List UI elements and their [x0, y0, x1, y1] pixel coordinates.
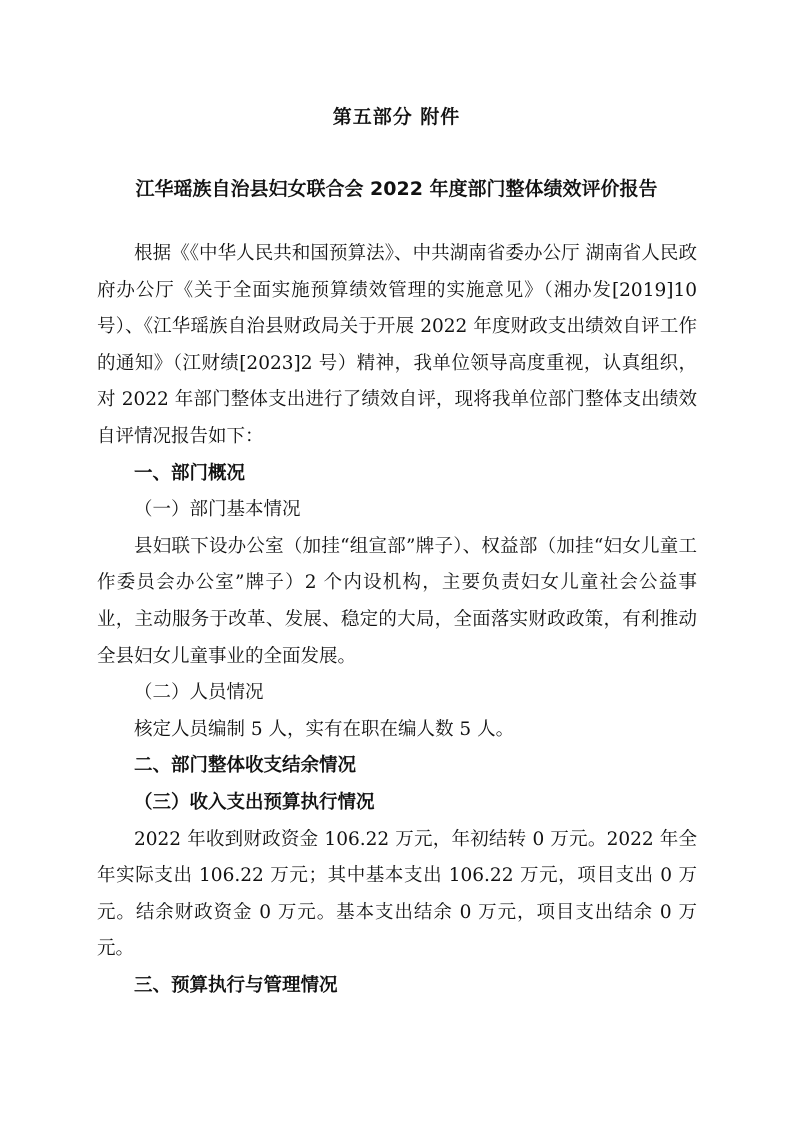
subsection-heading-1: （一）部门基本情况 — [134, 499, 301, 521]
document-body — [97, 236, 697, 1004]
subsection-paragraph-2: 核定人员编制 5 人，实有在职在编人数 5 人。 — [134, 718, 515, 740]
subsection-paragraph-1: 县妇联下设办公室（加挂“组宣部”牌子）、权益部（加挂“妇女儿童工作委员会办公室”牌子）2 个内设机构，主要负责妇女儿童社会公益事业，主动服务于改革、发展、稳定的大局，全面落实财政政策，有利推动全县妇女儿童事业的全面发展。 — [97, 535, 697, 667]
subsection-paragraph-3: 2022 年收到财政资金 106.22 万元，年初结转 0 万元。2022 年全年实际支出 106.22 万元；其中基本支出 106.22 万元，项目支出 0 万元。结余财政资金 0 万元。基本支出结余 0 万元，项目支出结余 0 万元。 — [97, 828, 697, 960]
section-heading-1: 一、部门概况 — [134, 462, 246, 484]
subsection-heading-3: （三）收入支出预算执行情况 — [134, 791, 375, 813]
report-title: 江华瑶族自治县妇女联合会 2022 年度部门整体绩效评价报告 — [135, 178, 658, 200]
subsection-heading-2: （二）人员情况 — [134, 682, 264, 704]
part-title: 第五部分 附件 — [332, 106, 461, 128]
intro-paragraph: 根据《《中华人民共和国预算法》、中共湖南省委办公厅 湖南省人民政府办公厅《关于全面实施预算绩效管理的实施意见》（湘办发[2019]10 号）、《江华瑶族自治县财政局关于开展 2022 年度财政支出绩效自评工作的通知》（江财绩[2023]2 号）精神，我单位领导高度重视，认真组织，对 2022 年部门整体支出进行了绩效自评，现将我单位部门整体支出绩效自评情况报告如下： — [97, 243, 697, 447]
section-heading-2: 二、部门整体收支结余情况 — [134, 755, 357, 777]
section-heading-3: 三、预算执行与管理情况 — [134, 974, 338, 996]
